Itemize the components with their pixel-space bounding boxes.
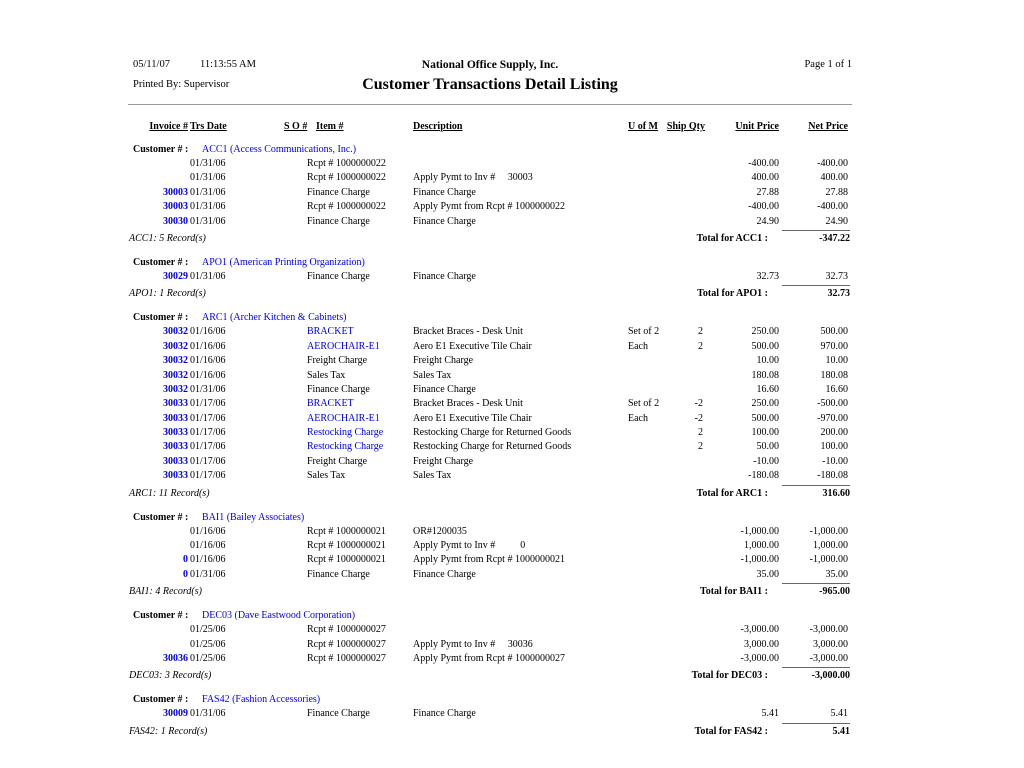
customer-name-link[interactable]: BAI1 (Bailey Associates) [202,511,305,523]
item-cell[interactable]: Restocking Charge [307,427,384,439]
customer-number-label: Customer # : [133,610,189,622]
column-header-item-number: Item # [316,121,344,132]
table-row [128,354,852,368]
table-row [128,426,852,440]
customer-header [128,142,852,157]
invoice-number-link[interactable]: 30033 [163,470,188,482]
net-price-cell: 180.08 [820,369,848,381]
net-price-cell: -970.00 [817,412,848,424]
table-column-headers [128,121,852,136]
trs-date-cell: 01/16/06 [190,355,226,367]
item-cell: Finance Charge [307,215,370,227]
description-cell: Apply Pymt from Rcpt # 1000000021 [413,554,565,566]
item-cell: Rcpt # 1000000022 [307,158,386,169]
trs-date-cell: 01/25/06 [190,624,226,636]
customer-header [128,255,852,270]
unit-price-cell: -180.08 [748,470,779,482]
net-price-cell: 27.88 [825,186,848,198]
ship-qty-cell: 2 [698,326,703,338]
customer-name-link[interactable]: APO1 (American Printing Organization) [202,256,365,268]
invoice-number-link[interactable]: 30036 [163,652,188,664]
trs-date-cell: 01/31/06 [190,708,226,720]
page-indicator: Page 1 of 1 [804,59,852,70]
unit-price-cell: -3,000.00 [740,652,779,664]
net-price-cell: -180.08 [817,470,848,482]
item-cell: Rcpt # 1000000021 [307,540,386,552]
customer-header [128,692,852,707]
customer-block [128,255,852,302]
trs-date-cell: 01/31/06 [190,568,226,580]
item-cell[interactable]: AEROCHAIR-E1 [307,412,380,424]
unit-price-cell: 400.00 [751,172,779,184]
unit-price-cell: 27.88 [756,186,779,198]
net-price-cell: 400.00 [820,172,848,184]
item-cell[interactable]: Restocking Charge [307,441,384,453]
total-value: 316.60 [782,485,850,499]
invoice-number-link[interactable]: 30032 [163,355,188,367]
item-cell[interactable]: BRACKET [307,398,354,410]
total-value: 5.41 [782,723,850,737]
invoice-number-link[interactable]: 30003 [163,201,188,213]
trs-date-cell: 01/16/06 [190,340,226,352]
ship-qty-cell: 2 [698,427,703,439]
unit-price-cell: -400.00 [748,158,779,169]
description-cell: Finance Charge [413,186,476,198]
table-row [128,553,852,567]
table-row [128,383,852,397]
customer-name-link[interactable]: DEC03 (Dave Eastwood Corporation) [202,610,356,622]
ship-qty-cell: -2 [694,398,703,410]
customer-block [128,692,852,739]
description-cell: Apply Pymt to Inv # 30036 [413,638,533,650]
net-price-cell: -10.00 [822,455,848,467]
description-cell: Apply Pymt to Inv # 30003 [413,172,533,184]
invoice-number-link[interactable]: 30033 [163,427,188,439]
item-cell: Sales Tax [307,369,346,381]
trs-date-cell: 01/16/06 [190,326,226,338]
customer-name-link[interactable]: ARC1 (Archer Kitchen & Cabinets) [202,312,347,324]
unit-price-cell: 250.00 [751,326,779,338]
unit-price-cell: 24.90 [756,215,779,227]
item-cell: Rcpt # 1000000022 [307,201,386,213]
ship-qty-cell: 2 [698,441,703,453]
description-cell: Bracket Braces - Desk Unit [413,326,523,338]
total-value: 32.73 [782,285,850,299]
trs-date-cell: 01/17/06 [190,470,226,482]
description-cell: Finance Charge [413,708,476,720]
unit-price-cell: 180.08 [751,369,779,381]
table-row [128,412,852,426]
report-header-line2 [128,76,852,101]
trs-date-cell: 01/16/06 [190,369,226,381]
invoice-number-link[interactable]: 30009 [163,708,188,720]
net-price-cell: -400.00 [817,158,848,169]
net-price-cell: 35.00 [825,568,848,580]
total-label: Total for FAS42 : [694,725,768,737]
item-cell: Rcpt # 1000000021 [307,554,386,566]
description-cell: Freight Charge [413,455,474,467]
net-price-cell: -3,000.00 [809,652,848,664]
trs-date-cell: 01/31/06 [190,186,226,198]
trs-date-cell: 01/31/06 [190,270,226,282]
customer-number-label: Customer # : [133,694,189,706]
record-count: ACC1: 5 Record(s) [129,232,206,244]
uom-cell: Each [628,412,648,424]
invoice-number-link[interactable]: 30033 [163,441,188,453]
item-cell: Finance Charge [307,186,370,198]
unit-price-cell: 500.00 [751,412,779,424]
column-header-invoice: Invoice # [149,121,188,132]
net-price-cell: 970.00 [820,340,848,352]
unit-price-cell: 50.00 [756,441,779,453]
record-count: APO1: 1 Record(s) [129,288,206,300]
net-price-cell: -3,000.00 [809,624,848,636]
description-cell: Aero E1 Executive Tile Chair [413,412,532,424]
net-price-cell: -400.00 [817,201,848,213]
unit-price-cell: 1,000.00 [744,540,779,552]
item-cell: Freight Charge [307,455,368,467]
net-price-cell: 10.00 [825,355,848,367]
record-count: BAI1: 4 Record(s) [129,586,202,598]
item-cell: Freight Charge [307,355,368,367]
table-row [128,440,852,454]
net-price-cell: 200.00 [820,427,848,439]
customer-block [128,310,852,501]
customer-header [128,608,852,623]
table-row [128,568,852,582]
table-row [128,340,852,354]
trs-date-cell: 01/17/06 [190,398,226,410]
customer-number-label: Customer # : [133,256,189,268]
customer-number-label: Customer # : [133,312,189,324]
table-row [128,200,852,214]
trs-date-cell: 01/25/06 [190,638,226,650]
invoice-number-link[interactable]: 0 [183,568,188,580]
table-row [128,525,852,539]
description-cell: Bracket Braces - Desk Unit [413,398,523,410]
ship-qty-cell: -2 [694,412,703,424]
customer-rows [128,707,852,721]
customer-summary [128,285,852,302]
description-cell: Apply Pymt from Rcpt # 1000000022 [413,201,565,213]
customer-rows [128,325,852,483]
record-count: DEC03: 3 Record(s) [129,670,212,682]
column-header-unit-price: Unit Price [735,121,779,132]
net-price-cell: -1,000.00 [809,554,848,566]
description-cell: Sales Tax [413,470,452,482]
invoice-number-link[interactable]: 30029 [163,270,188,282]
table-row [128,469,852,483]
description-cell: Restocking Charge for Returned Goods [413,427,572,439]
description-cell: Finance Charge [413,270,476,282]
trs-date-cell: 01/16/06 [190,525,226,537]
customer-summary [128,723,852,740]
unit-price-cell: 100.00 [751,427,779,439]
trs-date-cell: 01/17/06 [190,427,226,439]
customer-number-label: Customer # : [133,144,189,155]
customer-summary [128,667,852,684]
table-row [128,186,852,200]
item-cell: Finance Charge [307,708,370,720]
customer-rows [128,270,852,284]
trs-date-cell: 01/17/06 [190,412,226,424]
description-cell: Restocking Charge for Returned Goods [413,441,572,453]
item-cell: Rcpt # 1000000022 [307,172,386,184]
invoice-number-link[interactable]: 30003 [163,186,188,198]
item-cell: Finance Charge [307,383,370,395]
report-body [128,142,852,740]
item-cell[interactable]: AEROCHAIR-E1 [307,340,380,352]
invoice-number-link[interactable]: 30033 [163,412,188,424]
unit-price-cell: -10.00 [753,455,779,467]
trs-date-cell: 01/17/06 [190,455,226,467]
report-page [128,58,852,748]
invoice-number-link[interactable]: 30032 [163,326,188,338]
table-row [128,539,852,553]
description-cell: Finance Charge [413,215,476,227]
customer-summary [128,230,852,247]
trs-date-cell: 01/25/06 [190,652,226,664]
column-header-ship-qty: Ship Qty [666,121,705,132]
unit-price-cell: 10.00 [756,355,779,367]
table-row [128,707,852,721]
description-cell: Apply Pymt to Inv # 0 [413,540,526,552]
record-count: ARC1: 11 Record(s) [129,487,210,499]
unit-price-cell: 250.00 [751,398,779,410]
table-row [128,623,852,637]
invoice-number-link[interactable]: 30032 [163,369,188,381]
net-price-cell: 3,000.00 [813,638,848,650]
net-price-cell: 5.41 [830,708,848,720]
table-row [128,270,852,284]
invoice-number-link[interactable]: 30030 [163,215,188,227]
description-cell: Freight Charge [413,355,474,367]
print-time: 11:13:55 AM [200,59,256,70]
unit-price-cell: 3,000.00 [744,638,779,650]
description-cell: Sales Tax [413,369,452,381]
table-row [128,397,852,411]
customer-name-link[interactable]: FAS42 (Fashion Accessories) [202,694,321,706]
unit-price-cell: -400.00 [748,201,779,213]
column-header-trs-date: Trs Date [190,121,227,132]
item-cell: Finance Charge [307,568,370,580]
customer-block [128,510,852,601]
total-label: Total for ARC1 : [696,487,768,499]
table-row [128,638,852,652]
customer-name-link[interactable]: ACC1 (Access Communications, Inc.) [202,144,357,155]
invoice-number-link[interactable]: 30032 [163,340,188,352]
total-value: -347.22 [782,230,850,244]
column-header-description: Description [413,121,463,132]
net-price-cell: -500.00 [817,398,848,410]
item-cell[interactable]: BRACKET [307,326,354,338]
customer-summary [128,583,852,600]
invoice-number-link[interactable]: 0 [183,554,188,566]
item-cell: Rcpt # 1000000027 [307,652,386,664]
trs-date-cell: 01/31/06 [190,158,226,169]
customer-header [128,310,852,325]
trs-date-cell: 01/31/06 [190,172,226,184]
table-row [128,171,852,185]
print-date: 05/11/07 [133,59,170,70]
net-price-cell: -1,000.00 [809,525,848,537]
column-header-uom: U of M [628,121,658,132]
printed-by: Printed By: Supervisor [133,79,230,90]
net-price-cell: 1,000.00 [813,540,848,552]
total-value: -3,000.00 [782,667,850,681]
trs-date-cell: 01/16/06 [190,540,226,552]
unit-price-cell: -1,000.00 [740,554,779,566]
invoice-number-link[interactable]: 30033 [163,455,188,467]
uom-cell: Each [628,340,648,352]
ship-qty-cell: 2 [698,340,703,352]
item-cell: Rcpt # 1000000027 [307,624,386,636]
unit-price-cell: 5.41 [761,708,779,720]
table-row [128,325,852,339]
trs-date-cell: 01/31/06 [190,383,226,395]
company-name: National Office Supply, Inc. [421,59,559,71]
table-row [128,157,852,171]
column-header-net-price: Net Price [808,121,848,132]
customer-block [128,608,852,684]
total-value: -965.00 [782,583,850,597]
customer-rows [128,525,852,583]
description-cell: Finance Charge [413,568,476,580]
table-row [128,215,852,229]
report-title: Customer Transactions Detail Listing [362,76,618,93]
customer-block [128,142,852,247]
total-label: Total for APO1 : [697,288,768,300]
description-cell: Finance Charge [413,383,476,395]
unit-price-cell: 16.60 [756,383,779,395]
net-price-cell: 16.60 [825,383,848,395]
trs-date-cell: 01/31/06 [190,201,226,213]
description-cell: Apply Pymt from Rcpt # 1000000027 [413,652,565,664]
trs-date-cell: 01/17/06 [190,441,226,453]
customer-number-label: Customer # : [133,511,189,523]
total-label: Total for DEC03 : [691,670,768,682]
unit-price-cell: 500.00 [751,340,779,352]
header-divider [128,104,852,105]
table-row [128,455,852,469]
table-row [128,369,852,383]
net-price-cell: 100.00 [820,441,848,453]
description-cell: OR#1200035 [413,525,467,537]
invoice-number-link[interactable]: 30032 [163,383,188,395]
column-header-so-number: S O # [284,121,308,132]
unit-price-cell: 35.00 [756,568,779,580]
customer-rows [128,157,852,229]
uom-cell: Set of 2 [628,326,660,338]
net-price-cell: 32.73 [825,270,848,282]
total-label: Total for ACC1 : [696,232,768,244]
trs-date-cell: 01/16/06 [190,554,226,566]
trs-date-cell: 01/31/06 [190,215,226,227]
unit-price-cell: -3,000.00 [740,624,779,636]
customer-header [128,510,852,525]
table-row [128,652,852,666]
invoice-number-link[interactable]: 30033 [163,398,188,410]
item-cell: Finance Charge [307,270,370,282]
record-count: FAS42: 1 Record(s) [129,725,208,737]
item-cell: Rcpt # 1000000021 [307,525,386,537]
customer-rows [128,623,852,666]
report-header-line1 [128,58,852,76]
unit-price-cell: -1,000.00 [740,525,779,537]
unit-price-cell: 32.73 [756,270,779,282]
total-label: Total for BAI1 : [699,586,768,598]
customer-summary [128,485,852,502]
item-cell: Sales Tax [307,470,346,482]
uom-cell: Set of 2 [628,398,660,410]
item-cell: Rcpt # 1000000027 [307,638,386,650]
net-price-cell: 500.00 [820,326,848,338]
net-price-cell: 24.90 [825,215,848,227]
description-cell: Aero E1 Executive Tile Chair [413,340,532,352]
